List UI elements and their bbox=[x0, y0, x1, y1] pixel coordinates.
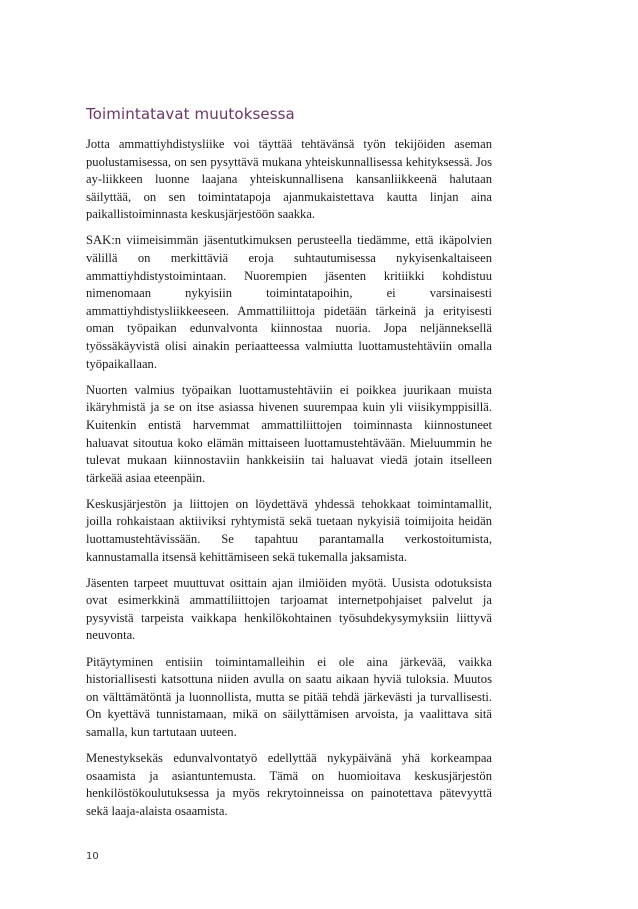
paragraph: Menestyksekäs edunvalvontatyö edellyttää nykypäivänä yhä korkeampaa osaamista ja asiantuntemusta. Tämä on huomioitava keskusjärjestön henkilöstökoulutuksessa ja myös rekrytoinneissa on painotettava pätevyyttä sekä laaja-alaista osaamista. bbox=[86, 751, 492, 818]
paragraph: Jotta ammattiyhdistysliike voi täyttää tehtävänsä työn tekijöiden aseman puolustamisessa, on sen pysyttävä mukana yhteiskunnallisessa kehityksessä. Jos ay-liikkeen luonne laajana yhteiskunnallisena kansanliikkeenä halutaan säilyttää, on sen toimintatapoja ajanmukaistettava kautta linjan aina paikallistoiminnasta keskusjärjestöön saakka. bbox=[86, 137, 492, 222]
paragraph: Nuorten valmius työpaikan luottamustehtäviin ei poikkea juurikaan muista ikäryhmistä ja se on itse asiassa hivenen suurempaa kuin yli viisikymppisillä. Kuitenkin entistä harvemmat ammattiliittojen toiminnasta kiinnostuneet haluavat sitoutua koko elämän mittaiseen luottamustehtävään. Mieluummin he tulevat mukaan kiinnostaviin hankkeisiin tai haluavat viedä jotain itselleen tärkeää asiaa eteenpäin. bbox=[86, 382, 492, 485]
paragraph: Pitäytyminen entisiin toimintamalleihin ei ole aina järkevää, vaikka historiallisesti katsottuna niiden avulla on saatu aikaan hyviä tuloksia. Muutos on välttämätöntä ja luonnollista, mutta se pitää tehdä järkevästi ja turvallisesti. On kyettävä tunnistamaan, mikä on säilyttämisen arvoista, ja vaalittava sitä samalla, kun tartutaan uuteen. bbox=[86, 654, 492, 739]
page-number: 10 bbox=[86, 851, 99, 862]
paragraph: Keskusjärjestön ja liittojen on löydettävä yhdessä tehokkaat toimintamallit, joilla rohkaistaan aktiiviksi ryhtymistä sekä tuetaan nykyisiä toimijoita heidän luottamustehtävissään. Se tapahtuu parantamalla verkostoitumista, kannustamalla itsensä kehittämiseen sekä tukemalla jaksamista. bbox=[86, 496, 492, 564]
paragraph: Jäsenten tarpeet muuttuvat osittain ajan ilmiöiden myötä. Uusista odotuksista ovat esimerkkinä ammattiliittojen tarjoamat internetpohjaiset palvelut ja pysyvistä tarpeista vaikkapa henkilökohtainen työsuhdekysymyksiin liittyvä neuvonta. bbox=[86, 575, 492, 643]
section-content bbox=[86, 104, 492, 829]
section-heading: Toimintatavat muutoksessa bbox=[86, 105, 295, 123]
paragraph: SAK:n viimeisimmän jäsentutkimuksen perusteella tiedämme, että ikäpolvien välillä on merkittäviä eroja suhtautumisessa nykyisenkaltaiseen ammattiyhdistystoimintaan. Nuorempien jäsenten kritiikki kohdistuu nimenomaan nykyisiin toimintatapoihin, ei varsinaisesti ammattiyhdistysliikkeeseen. Ammattiliittoja pidetään tärkeinä ja erityisesti oman työpaikan edunvalvonta kiinnostaa nuoria. Jopa neljänneksellä työssäkäyvistä olisi ainakin periaatteessa valmiutta luottamustehtäviin omalla työpaikallaan. bbox=[86, 233, 492, 371]
